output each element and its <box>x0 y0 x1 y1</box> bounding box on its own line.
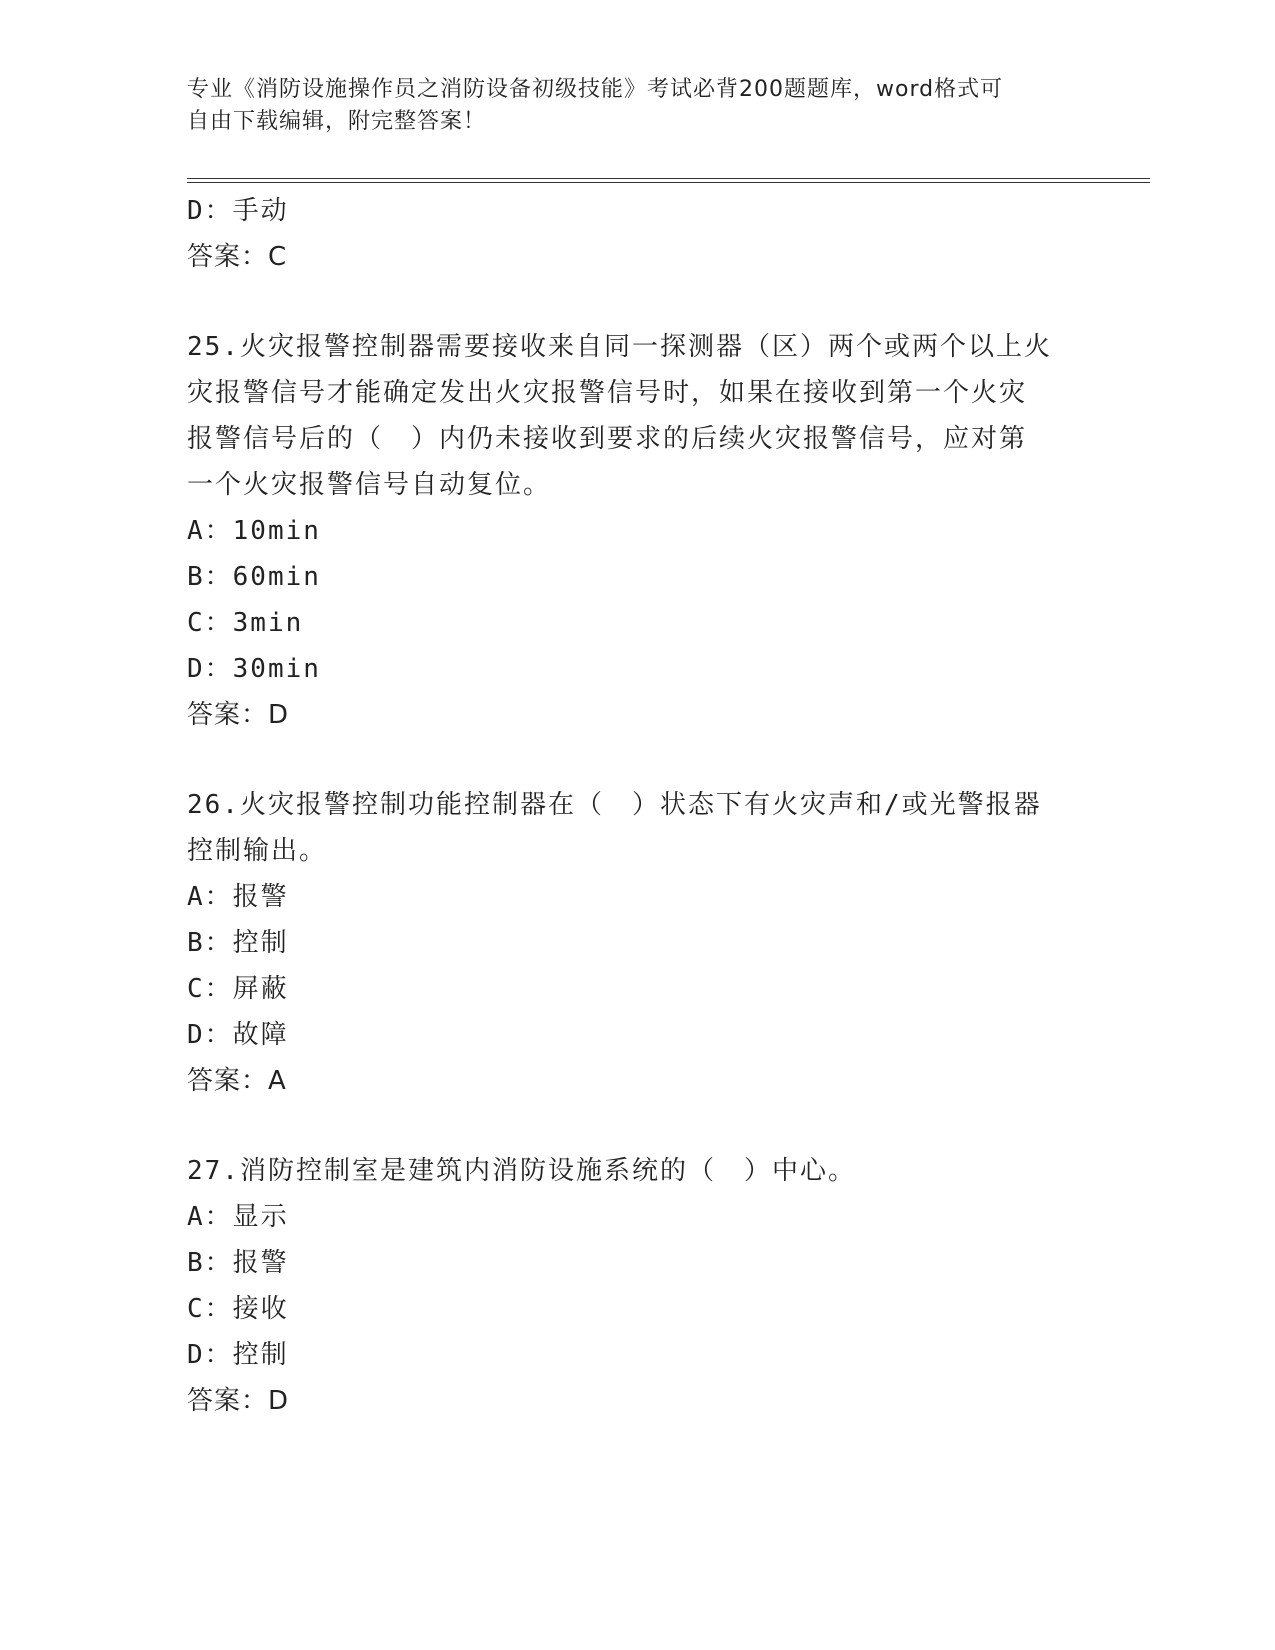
question-text-line: 灾报警信号才能确定发出火灾报警信号时，如果在接收到第一个火灾 <box>187 378 1028 408</box>
question-text-line: 控制输出。 <box>187 836 328 866</box>
option-a: A：显示 <box>187 1202 289 1232</box>
question-text-line: 一个火灾报警信号自动复位。 <box>187 470 552 500</box>
option-c: C：屏蔽 <box>187 974 289 1004</box>
header-line-2: 自由下载编辑，附完整答案！ <box>187 109 487 134</box>
option-a: A：10min <box>187 516 321 546</box>
question-text <box>187 1148 1067 1194</box>
option-d: D：控制 <box>187 1340 289 1370</box>
question-text-line: 26.火灾报警控制功能控制器在（ ）状态下有火灾声和/或光警报器 <box>187 790 1042 820</box>
question-25 <box>187 324 1087 738</box>
question-text-line: 报警信号后的（ ）内仍未接收到要求的后续火灾报警信号，应对第 <box>187 424 1028 454</box>
option-a: A：报警 <box>187 882 289 912</box>
option-d: D：故障 <box>187 1020 289 1050</box>
question-text <box>187 782 1067 874</box>
option-b: B：报警 <box>187 1248 289 1278</box>
previous-question-tail <box>187 188 1087 280</box>
answer-line: 答案：C <box>187 242 288 272</box>
answer-line: 答案：D <box>187 1386 290 1416</box>
option-d: D：30min <box>187 654 321 684</box>
header-line-1: 专业《消防设施操作员之消防设备初级技能》考试必背200题题库，word格式可 <box>187 77 1004 102</box>
question-text-line: 25.火灾报警控制器需要接收来自同一探测器（区）两个或两个以上火 <box>187 332 1052 362</box>
question-27 <box>187 1148 1087 1424</box>
option-b: B：60min <box>187 562 321 592</box>
answer-line: 答案：D <box>187 700 290 730</box>
question-text-line: 27.消防控制室是建筑内消防设施系统的（ ）中心。 <box>187 1156 856 1186</box>
option-c: C：接收 <box>187 1294 289 1324</box>
document-header <box>187 74 1087 138</box>
option-d: D：手动 <box>187 196 289 226</box>
answer-line: 答案：A <box>187 1066 287 1096</box>
question-text <box>187 324 1067 508</box>
question-list <box>187 188 1087 1424</box>
header-divider-top <box>187 178 1150 179</box>
option-c: C：3min <box>187 608 304 638</box>
option-b: B：控制 <box>187 928 289 958</box>
question-26 <box>187 782 1087 1104</box>
header-divider-bottom <box>187 182 1150 183</box>
